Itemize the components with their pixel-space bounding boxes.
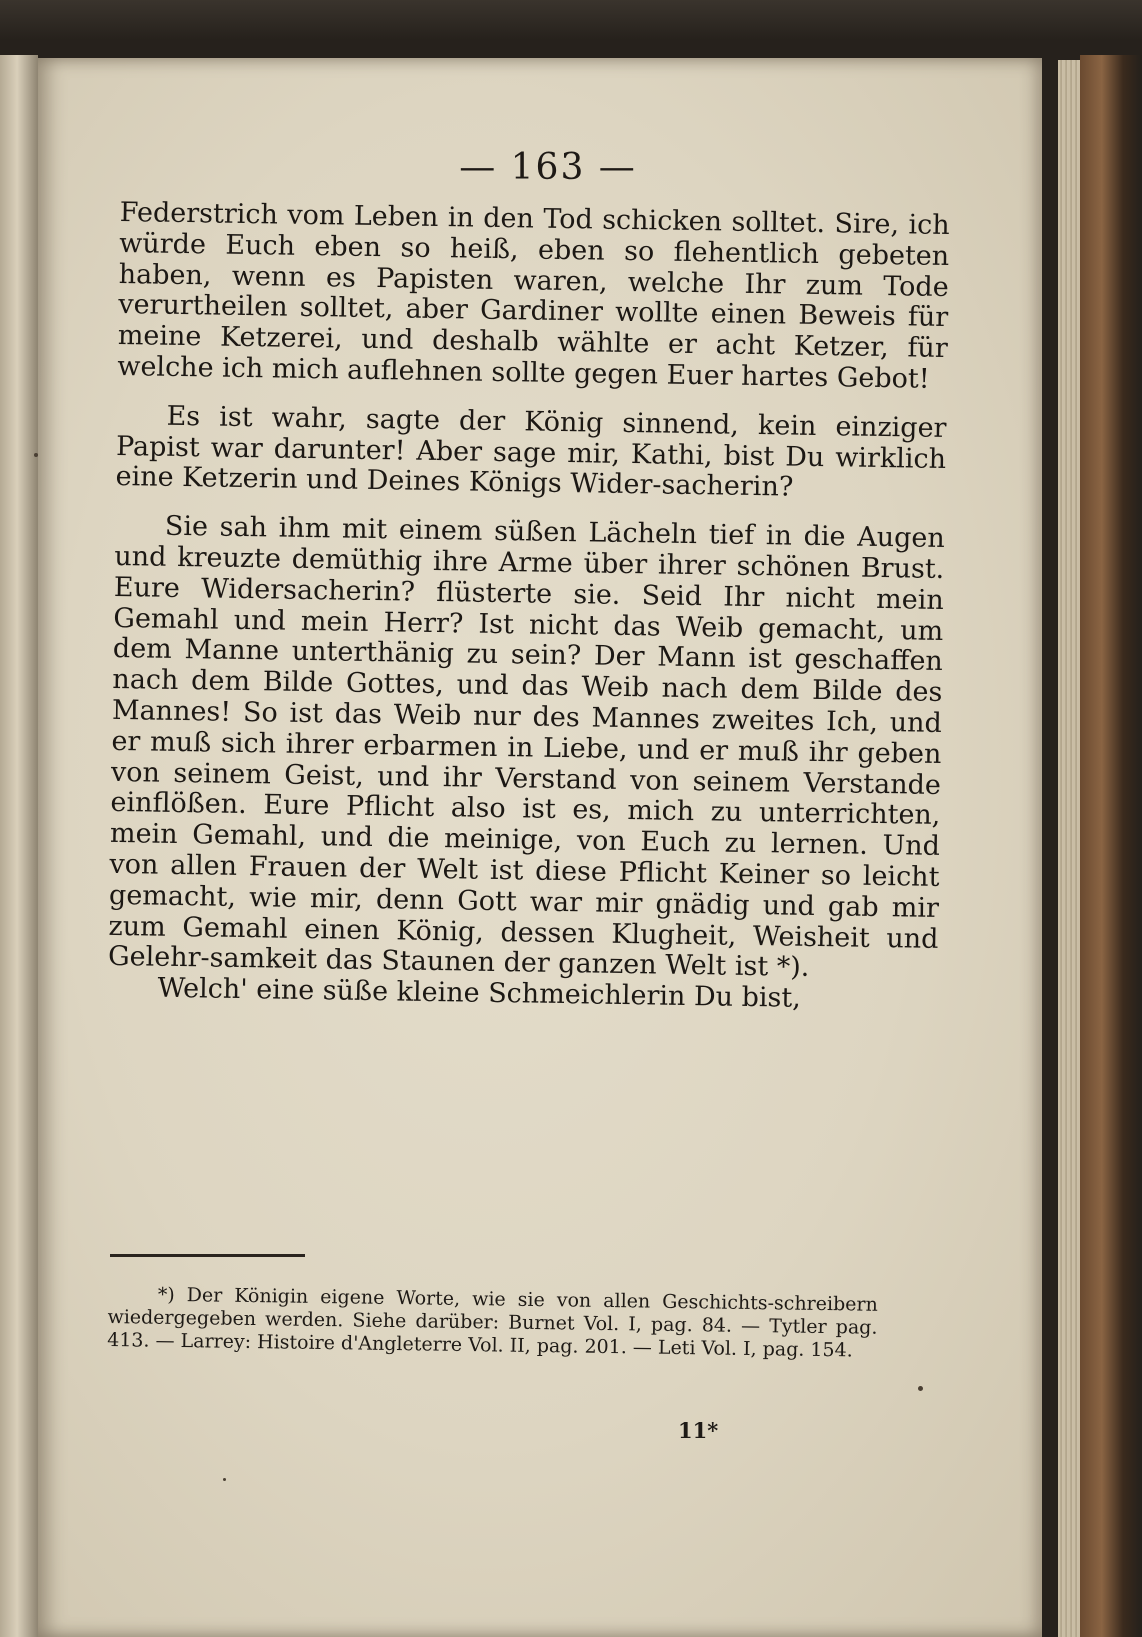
book-page [38,58,1042,1637]
left-page-edge [0,55,38,1637]
body-text [107,198,950,1017]
paragraph: Welch' eine süße kleine Schmeichlerin Du bist, [157,972,802,1014]
footnote [107,1283,878,1363]
page-stack-edge [1058,60,1080,1637]
paper-speck [918,1386,923,1391]
signature-mark: 11* [678,1418,719,1443]
paper-speck [223,1478,226,1481]
footnote-text: *) Der Königin eigene Worte, wie sie von allen Geschichts-schreibern wiedergegeben werden. Siehe darüber: Burnet Vol. I, pag. 84. — Tytler pag. 413. — Larrey: Histoire d'Angleterre Vol. II, pag. 201. — Leti Vol. I, pag. 154. [107,1283,878,1362]
paper-speck [34,453,38,457]
paragraph: Es ist wahr, sagte der König sinnend, kein einziger Papist war darunter! Aber sage mir, Kathi, bist Du wirklich eine Ketzerin und Deines Königs Wider-sacherin? [115,400,947,503]
paragraph: Federstrich vom Leben in den Tod schicken solltet. Sire, ich würde Euch eben so heiß, eben so flehentlich gebeten haben, wenn es Papisten waren, welche Ihr zum Tode verurtheilen solltet, aber Gardiner wollte einen Beweis für meine Ketzerei, und deshalb wählte er acht Ketzer, für welche ich mich auflehnen sollte gegen Euer hartes Gebot! [117,197,950,395]
page-number: — 163 — [459,147,637,188]
book-cover-edge [1080,55,1142,1637]
paragraph: Sie sah ihm mit einem süßen Lächeln tief in die Augen und kreuzte demüthig ihre Arme über ihrer schönen Brust. Eure Widersacherin? flüsterte sie. Seid Ihr nicht mein Gemahl und mein Herr? Ist nicht das Weib gemacht, um dem Manne unterthänig zu sein? Der Mann ist geschaffen nach dem Bilde Gottes, und das Weib nach dem Bilde des Mannes! So ist das Weib nur des Mannes zweites Ich, und er muß sich ihrer erbarmen in Liebe, und er muß ihr geben von seinem Geist, und ihr Verstand von seinem Verstande einflößen. Eure Pflicht also ist es, mich zu unterrichten, mein Gemahl, und die meinige, von Euch zu lernen. Und von allen Frauen der Welt ist diese Pflicht Keiner so leicht gemacht, wie mir, denn Gott war mir gnädig und gab mir zum Gemahl einen König, dessen Klugheit, Weisheit und Gelehr-samkeit das Staunen der ganzen Welt ist *). [107,510,945,984]
footnote-divider [110,1254,305,1257]
